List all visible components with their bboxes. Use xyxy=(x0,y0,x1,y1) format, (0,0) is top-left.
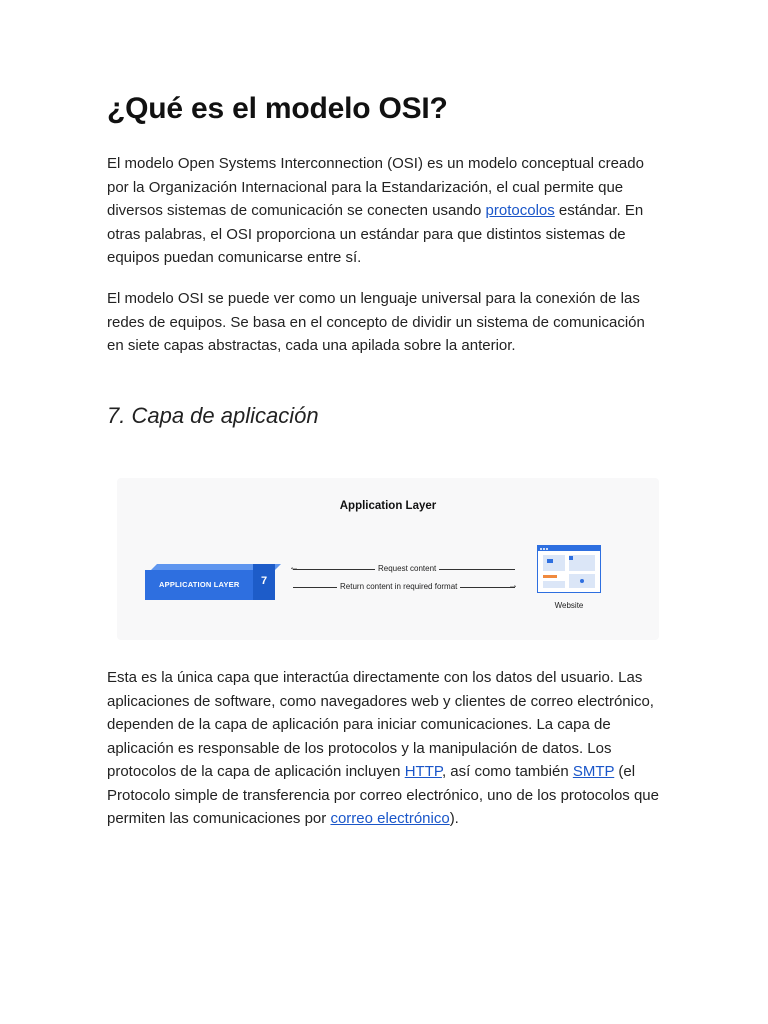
section-paragraph xyxy=(107,666,663,831)
intro-text-1: El modelo Open Systems Interconnection (OSI) es un modelo conceptual creado por la Organización Internacional para la Estandarización, el cual permite que diversos sistemas de comunicación se conecten usando xyxy=(107,155,644,219)
intro-text-2: estándar. En otras palabras, el OSI proporciona un estándar para que distintos sistemas de equipos puedan comunicarse entre sí. xyxy=(107,202,644,266)
body-text-4: ). xyxy=(449,810,459,827)
layer-number-badge: 7 xyxy=(253,564,275,600)
email-link[interactable]: correo electrónico xyxy=(330,810,450,827)
request-label: Request content xyxy=(375,564,439,573)
page-title: ¿Qué es el modelo OSI? xyxy=(107,92,448,125)
protocolos-link[interactable]: protocolos xyxy=(485,202,555,219)
application-layer-block: APPLICATION LAYER xyxy=(145,570,275,600)
body-text-2: , así como también xyxy=(441,763,573,780)
website-icon xyxy=(537,545,601,593)
request-arrow-head-icon: ← xyxy=(289,562,299,573)
intro-paragraph-2: El modelo OSI se puede ver como un lenguaje universal para la conexión de las redes de equipos. Se basa en el concepto de dividir un sistema de comunicación en siete capas abstractas, cada una apilada sobre la anterior. xyxy=(107,290,645,354)
website-caption: Website xyxy=(554,601,584,610)
body-text-1: Esta es la única capa que interactúa directamente con los datos del usuario. Las aplicaciones de software, como navegadores web y clientes de correo electrónico, dependen de la capa de aplicación para iniciar comunicaciones. La capa de aplicación es responsable de los protocolos y la manipulación de datos. Los protocolos de la capa de aplicación incluyen xyxy=(107,669,654,780)
section-heading: 7. Capa de aplicación xyxy=(107,403,319,428)
http-link[interactable]: HTTP xyxy=(404,763,442,780)
return-label: Return content in required format xyxy=(337,582,460,591)
application-layer-diagram xyxy=(117,478,659,640)
return-arrow-head-icon: → xyxy=(508,580,518,591)
body-text-3: (el Protocolo simple de transferencia por correo electrónico, uno de los protocolos que permiten las comunicaciones por xyxy=(107,763,659,827)
intro-paragraph-1 xyxy=(107,152,663,270)
smtp-link[interactable]: SMTP xyxy=(572,763,615,780)
browser-bar xyxy=(538,546,600,551)
diagram-title: Application Layer xyxy=(339,500,437,512)
